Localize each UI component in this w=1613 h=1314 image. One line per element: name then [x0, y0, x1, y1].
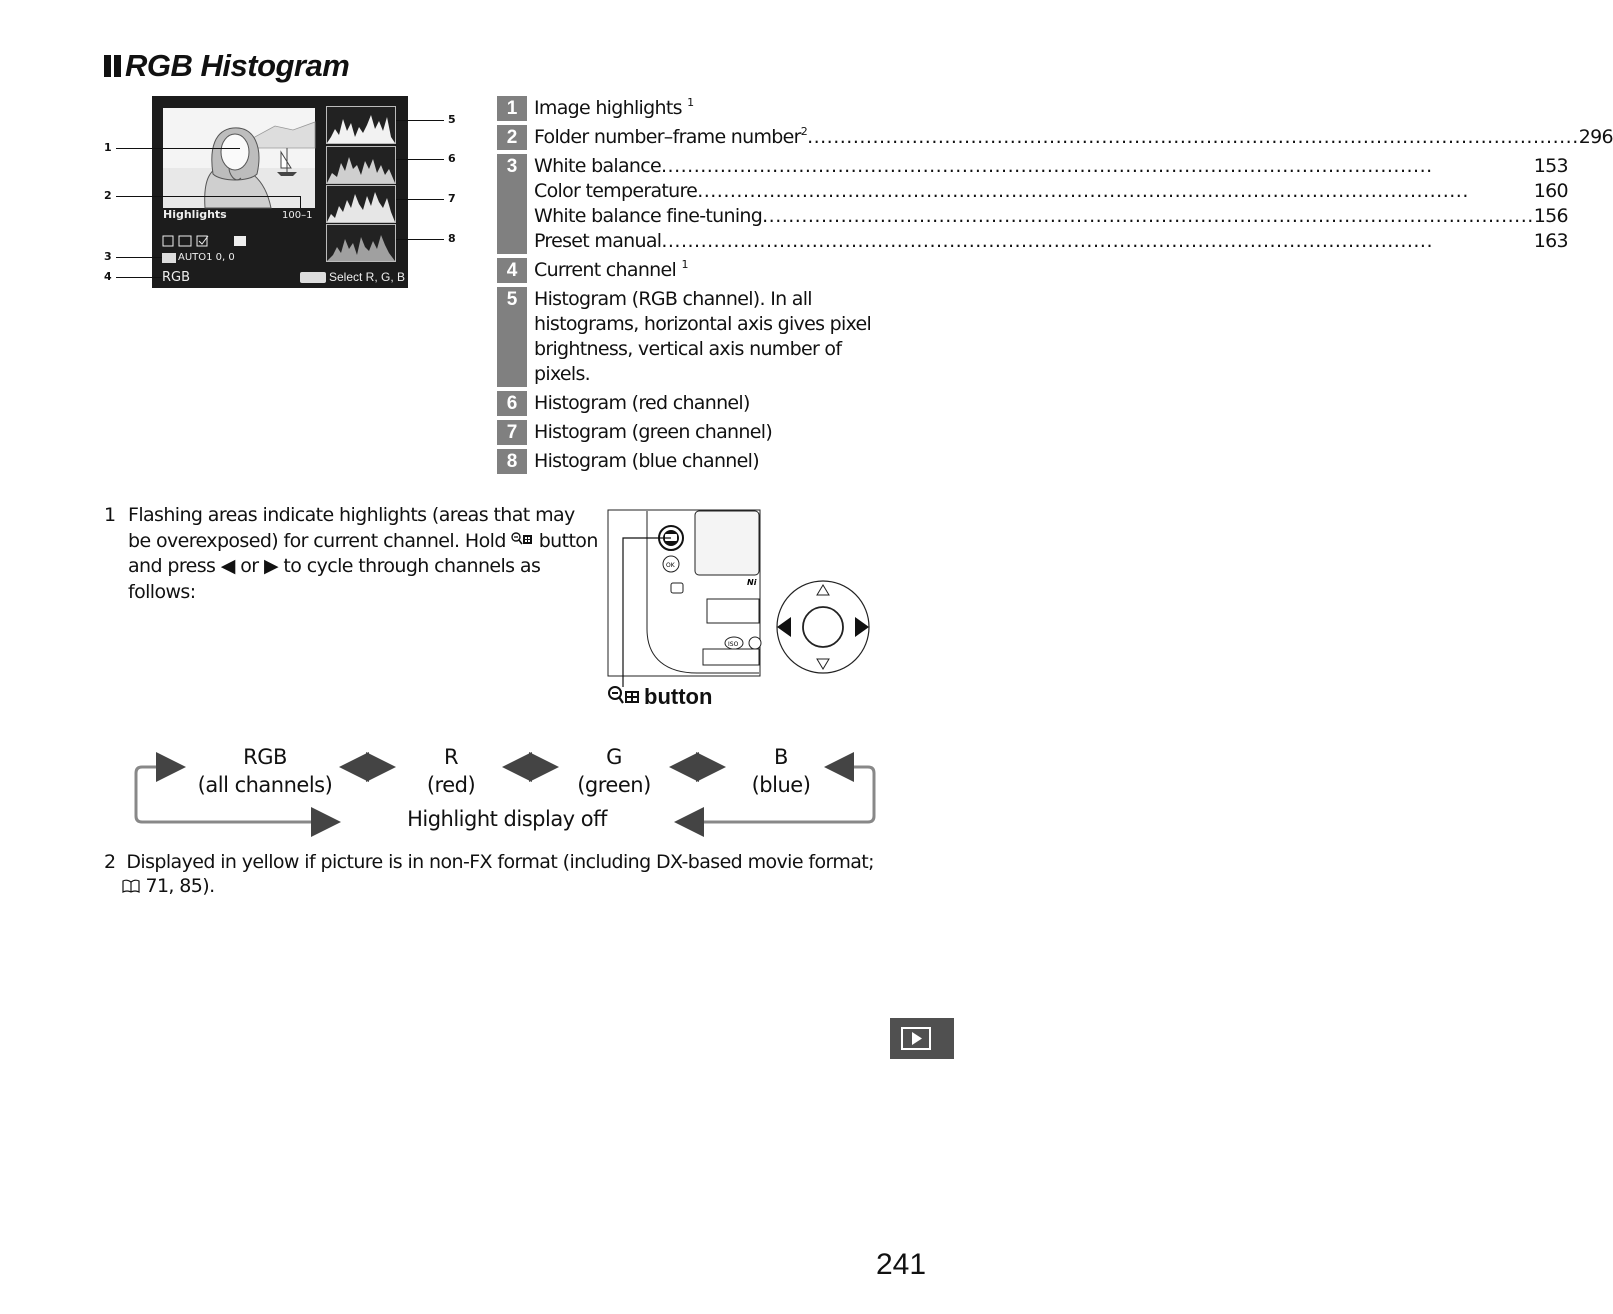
- camera-back-illustration: [607, 509, 873, 679]
- key-number: 1: [497, 96, 527, 121]
- key-number: 7: [497, 420, 527, 445]
- ok-label: OK: [666, 562, 675, 569]
- section-marker-icon: [104, 55, 121, 77]
- zoom-out-thumbnail-icon: [511, 532, 533, 548]
- key-row: [497, 391, 877, 416]
- key-number: 8: [497, 449, 527, 474]
- key-label: Histogram (red channel): [534, 392, 750, 414]
- cycle-blue: B (blue): [751, 745, 811, 797]
- histogram-green: [326, 185, 396, 223]
- key-number: 5: [497, 287, 527, 387]
- leader-5: [396, 120, 444, 121]
- footnote-text: Flashing areas indicate highlights (areas that may be overexposed) for current channel. Hold: [128, 504, 575, 552]
- current-channel-label: RGB: [162, 270, 191, 285]
- callout-key-table: [497, 96, 1613, 478]
- book-icon: [122, 875, 140, 897]
- footnote-text: to cycle through channels as follows:: [128, 555, 541, 603]
- page-ref: 153: [1533, 155, 1568, 177]
- camera-lcd-illustration: [152, 96, 408, 288]
- footnote-text: or: [240, 555, 259, 577]
- key-label: Current channel: [534, 259, 677, 281]
- iso-label: ISO: [728, 641, 739, 648]
- callout-5: 5: [448, 113, 456, 126]
- page-ref: 163: [1533, 230, 1568, 252]
- key-label: Preset manual: [534, 230, 662, 252]
- histogram-red: [326, 146, 396, 184]
- leader-2: [116, 196, 300, 197]
- status-icons: [162, 232, 252, 244]
- key-label: White balance: [534, 155, 661, 177]
- key-label: Color temperature: [534, 180, 698, 202]
- right-arrow-icon: ▶: [263, 555, 278, 577]
- key-row: [497, 154, 1568, 254]
- key-row: [497, 258, 877, 283]
- playback-section-tab: [890, 1018, 954, 1059]
- footnote-1: [104, 503, 599, 605]
- section-heading: [104, 48, 349, 84]
- page-ref: 296: [1578, 126, 1613, 148]
- zoom-out-thumbnail-icon: [300, 272, 326, 283]
- callout-8: 8: [448, 232, 456, 245]
- page-ref: 160: [1533, 180, 1568, 202]
- button-caption-text: button: [644, 684, 713, 709]
- highlights-label: Highlights: [163, 208, 227, 221]
- leader-4: [116, 277, 162, 278]
- key-row: [497, 96, 877, 121]
- key-number: 4: [497, 258, 527, 283]
- footnote-ref: 1: [687, 96, 694, 109]
- footnote-text: button and press: [128, 529, 598, 577]
- leader-6: [396, 159, 444, 160]
- key-number: 2: [497, 125, 527, 150]
- footnote-ref: 2: [800, 125, 808, 138]
- footnote-2: [104, 850, 904, 898]
- leader-8: [396, 239, 444, 240]
- footnote-number: 1: [104, 504, 116, 526]
- key-label: Folder number–frame number: [534, 126, 801, 148]
- footnote-text: Displayed in yellow if picture is in non-FX format (including DX-based movie format;: [126, 851, 874, 873]
- page-number: 241: [876, 1248, 927, 1281]
- cycle-red: R (red): [426, 745, 476, 797]
- callout-3: 3: [104, 250, 112, 263]
- cycle-rgb: RGB (all channels): [197, 745, 333, 797]
- zoom-out-thumbnail-icon: [608, 686, 640, 708]
- cycle-green: G (green): [577, 745, 651, 797]
- brand-label: Ni: [747, 578, 757, 587]
- page-ref: 156: [1533, 205, 1568, 227]
- leader-2-drop: [300, 196, 301, 208]
- histogram-rgb: [326, 106, 396, 144]
- footnote-ref: 1: [681, 258, 688, 271]
- callout-2: 2: [104, 189, 112, 202]
- select-channel-hint: Select R, G, B: [329, 270, 406, 284]
- footnote-number: 2: [104, 851, 116, 873]
- callout-7: 7: [448, 192, 456, 205]
- key-label: Histogram (blue channel): [534, 450, 759, 472]
- frame-number: 100–1: [282, 210, 313, 221]
- key-label: Histogram (green channel): [534, 421, 773, 443]
- callout-4: 4: [104, 270, 112, 283]
- section-title: RGB Histogram: [125, 48, 350, 83]
- callout-6: 6: [448, 152, 456, 165]
- leader-3: [116, 257, 162, 258]
- key-label: White balance fine-tuning: [534, 205, 763, 227]
- leader-7: [396, 199, 444, 200]
- leader-1: [116, 148, 240, 149]
- page-refs: 71, 85).: [145, 875, 215, 897]
- key-number: 6: [497, 391, 527, 416]
- key-row: [497, 287, 877, 387]
- key-label: Histogram (RGB channel). In all histograms, horizontal axis gives pixel brightness, vertical axis number of pixels.: [534, 288, 872, 385]
- cycle-highlight-off: Highlight display off: [407, 807, 607, 831]
- histogram-blue: [326, 224, 396, 262]
- wb-icon: [162, 253, 176, 263]
- key-number: 3: [497, 154, 527, 254]
- key-row: [497, 125, 1613, 150]
- callout-1: 1: [104, 141, 112, 154]
- key-label: Image highlights: [534, 97, 682, 119]
- key-row: [497, 449, 877, 474]
- key-row: [497, 420, 877, 445]
- preview-photo: [163, 108, 315, 208]
- button-caption: [608, 684, 712, 710]
- wb-values: AUTO1 0, 0: [178, 252, 235, 263]
- left-arrow-icon: ◀: [220, 555, 235, 577]
